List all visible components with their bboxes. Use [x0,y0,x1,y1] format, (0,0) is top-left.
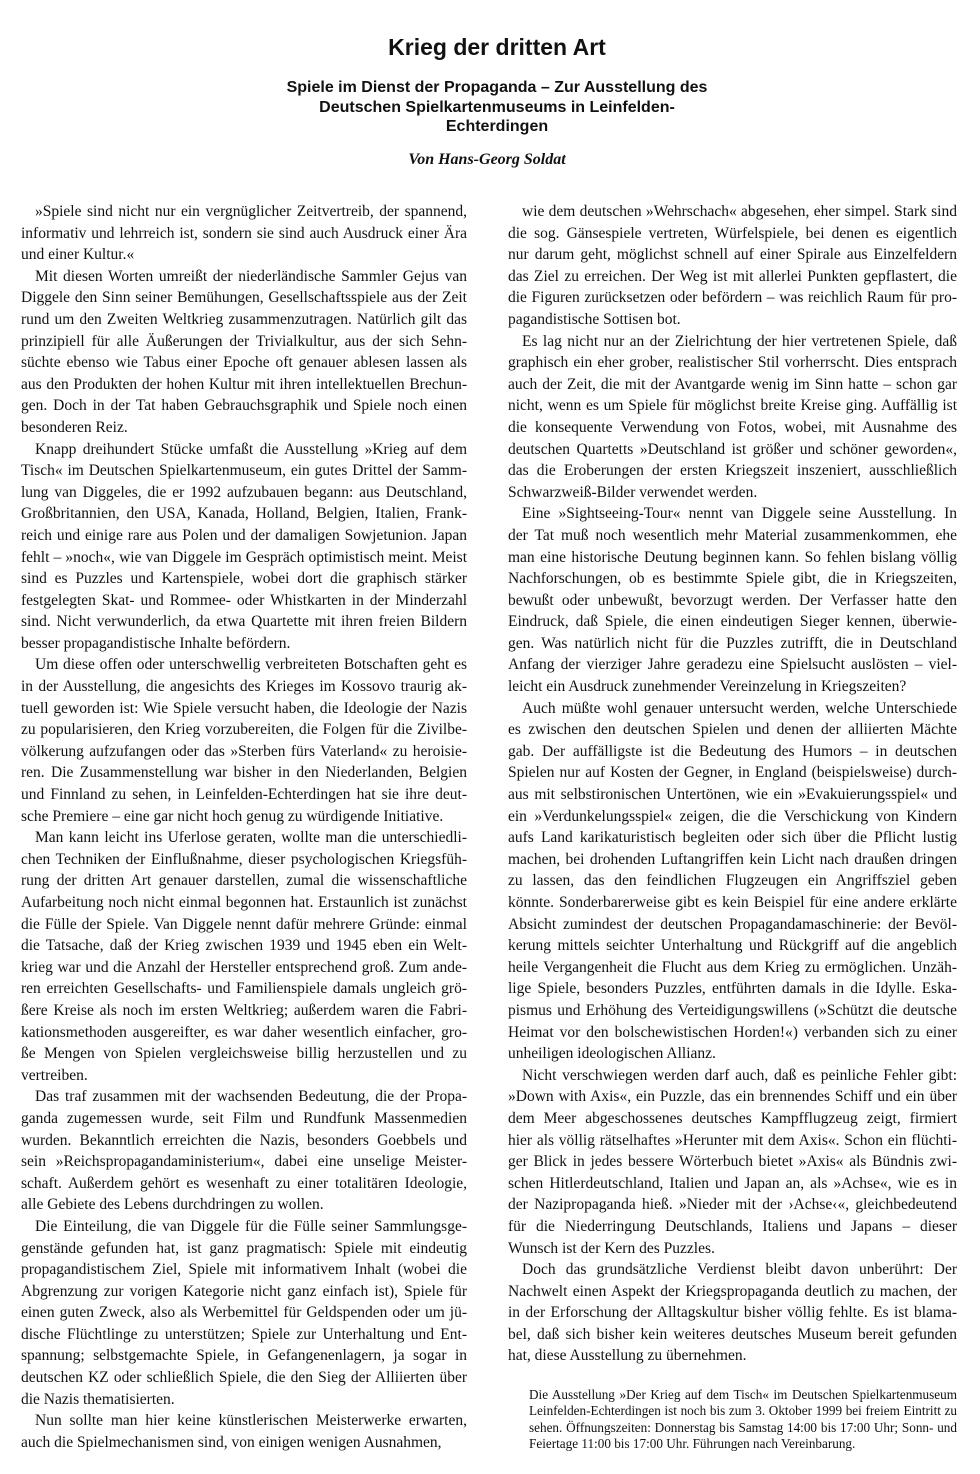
text-line: Um diese offen oder unterschwellig verbreiteten Botschaften geht es [35,656,467,674]
text-line: völkerung aufzufangen oder das »Sterben fürs Vaterland« zu heroisie- [21,742,467,760]
text-line: schaft. Außerdem gehört es wesenhaft zu einer totalitären Ideologie, [21,1174,467,1192]
text-line: unheiligen ideologischen Allianz. [508,1045,716,1063]
article-subtitle [250,78,744,137]
text-line: Nun sollte man hier keine künstlerischen Meisterwerke erwarten, [35,1412,467,1430]
text-line: das Ziel zu erreichen. Der Weg ist mit allerlei Punkten gepflastert, die [508,267,957,285]
text-line: bel, daß sich bisher kein weiteres deutsches Museum bereit gefunden [508,1325,957,1343]
text-line: Es lag nicht nur an der Zielrichtung der hier vertretenen Spiele, daß [522,332,957,350]
text-line: gen. Was natürlich nicht für die Puzzles zutrifft, die in Deutschland [508,634,957,652]
note-line: sehen. Öffnungszeiten: Donnerstag bis Samstag 14:00 bis 17:00 Uhr; Sonn- und [529,1419,957,1435]
article-title: Krieg der dritten Art [388,34,606,60]
text-line: nur darum geht, möglichst schnell auf einer Spirale aus Einzelfeldern [508,246,957,264]
text-line: Auch müßte wohl genauer untersucht werden, welche Unterschiede [522,699,957,717]
text-line: deutschen Quartetts »Deutschland ist größer und schöner geworden«, [508,440,957,458]
text-line: Abgrenzung zur vorigen Kategorie nicht ganz einfach ist), Spiele für [21,1282,467,1300]
text-line: Das traf zusammen mit der wachsenden Bedeutung, die der Propa- [35,1088,467,1106]
text-line: die Tatsache, daß der Krieg zwischen 1939 und 1945 eben ein Welt- [21,937,467,955]
text-line: leicht ein Ausdruck zunehmender Vereinzelung in Kriegszeiten? [508,678,907,696]
text-line: besonderen Reiz. [21,418,128,436]
paragraph [21,266,467,439]
text-line: der Tat muß noch wesentlich mehr Material zusammenkommen, ehe [508,526,957,544]
text-line: aufs Land karikaturistisch begleiten oder sich über die Pflicht lustig [508,829,957,847]
text-line: in der Erforschung der Alltagskultur bisher völlig fehlte. Es ist blama- [508,1304,957,1322]
text-line: könnte. Sonderbarerweise gibt es kein Beispiel für eine andere erklärte [508,894,957,911]
paragraph [508,1065,957,1259]
text-line: dem Meer abgeschossenes deutsches Kampfflugzeug zeigt, firmiert [508,1109,957,1127]
text-line: aus den Produkten der hohen Kultur mit ihren intellektuellen Brechun- [21,375,467,393]
text-line: kationsmethoden ausgereifter, es war daher wesentlich einfacher, gro- [21,1023,467,1041]
text-line: rung der dritten Art genauer darstellen, zumal die wissenschaftliche [21,872,467,890]
paragraph [21,1410,467,1453]
paragraph [21,1216,467,1410]
text-line: Aufarbeitung noch nicht einmal begonnen hat. Erstaunlich ist zunächst [21,894,467,911]
text-line: gen. Doch in der Tat haben Gebrauchsgraphik und Spiele noch einen [21,397,467,415]
text-line: fehlt – »noch«, wie van Diggele im Gespräch optimistisch meint. Meist [21,548,467,566]
text-line: pismus und Erhöhung des Verteidigungswillens (»Schützt die deutsche [508,1001,957,1019]
text-line: heile Vergangenheit die Flucht aus dem Krieg zu ermöglichen. Unzäh- [508,958,957,976]
text-line: Nicht verschwiegen werden darf auch, daß es peinliche Fehler gibt: [522,1066,957,1084]
note-line: Feiertage 11:00 bis 17:00 Uhr. Führungen nach Vereinbarung. [529,1435,856,1451]
text-line: Die Einteilung, die van Diggele für die Fülle seiner Sammlungsge- [35,1217,467,1235]
text-line: bewußt oder unbewußt, bevorzugt werden. Der Verfasser hatte den [508,591,957,609]
text-line: machen, bei drohenden Luftangriffen kein Licht nach draußen dringen [508,850,957,868]
text-line: Man kann leicht ins Uferlose geraten, wollte man die unterschiedli- [35,829,467,847]
text-line: auch der Zeit, die mit der Avantgarde wenig im Sinn hatte – schon gar [508,375,957,393]
text-line: Knapp dreihundert Stücke umfaßt die Ausstellung »Krieg auf dem [35,440,467,458]
paragraph [508,698,957,1065]
text-line: »Spiele sind nicht nur ein vergnüglicher Zeitvertreib, der spannend, [35,203,467,220]
text-line: die Fülle der Spiele. Van Diggele nennt dafür mehrere Gründe: einmal [21,915,467,933]
text-line: Spielen nur auf Kosten der Gegner, in England (beispielsweise) durch- [508,764,957,782]
text-line: tuell geworden ist: Wie Spiele versucht haben, die Ideologie der Nazis [21,699,467,717]
text-line: Eine »Sightseeing-Tour« nennt van Diggele seine Ausstellung. In [522,505,957,523]
text-line: und einer Kultur.« [21,246,135,264]
text-line: sche Premiere – eine gar nicht hoch genug zu würdigende Initiative. [21,807,444,825]
text-line: informativ und lehrreich ist, sondern sie sind auch Ausdruck einer Ära [21,224,467,242]
text-line: das die Eroberungen der ersten Kriegszeit inszeniert, ausschließlich [508,462,957,480]
text-line: krieg war und die Anzahl der Hersteller entsprechend groß. Zum ande- [21,958,467,976]
text-line: Heimat vor den bolschewistischen Horden!«) verbanden sich zu einer [508,1023,957,1041]
paragraph [21,439,467,655]
text-line: wie dem deutschen »Wehrschach« abgesehen, eher simpel. Stark sind [522,203,957,220]
text-line: und Finnland zu sehen, in Leinfelden-Echterdingen hat sie ihre deut- [21,786,467,804]
left-column [21,201,467,1453]
text-line: schen Hitlerdeutschland, Italien und Japan an, als »Achse«, wie es in [508,1174,957,1192]
text-line: Anfang der vierziger Jahre geradezu eine Spielsucht auslösten – viel- [508,656,957,674]
text-line: ßere Kreise als noch im ersten Weltkrieg; außerdem waren die Fabri- [21,1001,467,1019]
text-line: auch die Spielmechanismen sind, von einigen wenigen Ausnahmen, [21,1433,442,1451]
text-line: hier als völlig rätselhaftes »Herunter mit dem Axis«. Schon ein flüchti- [508,1131,957,1149]
paragraph [508,503,957,697]
text-line: für die Niederringung Deutschlands, Italiens und Japans – dieser [508,1217,957,1235]
text-line: Diggele den Sinn seiner Bemühungen, Gesellschaftsspiele aus der Zeit [21,289,467,307]
text-line: vertreiben. [21,1066,88,1084]
text-line: zu popularisieren, den Krieg vorzubereiten, die Folgen für die Zivilbe- [21,721,467,739]
text-line: ein »Verdunkelungsspiel« zeigen, die die Verschickung von Kindern [508,807,957,825]
text-line: die konsequente Verwendung von Fotos, wobei, mit Ausnahme des [508,418,957,436]
text-line: »Down with Axis«, ein Puzzle, das ein brennendes Schiff und ein über [508,1088,957,1106]
text-line: reich und einige rare aus Polen und der damaligen Sowjetunion. Japan [21,526,467,544]
text-line: die Figuren zurücksetzen oder befördern – was reichlich Raum für pro- [508,289,957,307]
text-line: die Nazis thematisierten. [21,1390,175,1408]
text-line: in der Ausstellung, die angesichts des Krieges im Kossovo traurig ak- [21,678,467,696]
paragraph [21,1086,467,1216]
text-line: ganda zugemessen wurde, seit Film und Rundfunk Massenmedien [21,1109,467,1127]
text-line: prinzipiell für alle Äußerungen der Trivialkultur, aus der sich Sehn- [21,332,467,350]
text-line: propagandistischem Ziel, Spiele mit informativem Inhalt (wobei die [21,1261,467,1279]
text-line: aus mit selbstironischen Untertönen, wie ein »Evakuierungsspiel« und [508,786,957,804]
text-line: festgelegten Skat- und Rommee- oder Whistkarten in der Minderzahl [21,591,467,609]
text-line: Mit diesen Worten umreißt der niederländische Sammler Gejus van [35,267,467,285]
paragraph [21,827,467,1086]
text-line: sind es Puzzles und Kartenspiele, wobei dort die graphisch stärker [21,570,467,588]
text-line: deutschen KZ oder schließlich Spiele, die den Sieg der Alliierten über [21,1369,467,1387]
text-line: ren. Die Zusammenstellung war bisher in den Niederlanden, Belgien [21,764,467,782]
author-byline: Von Hans-Georg Soldat [408,151,566,168]
note-line: Leinfelden-Echterdingen ist noch bis zum 3. Oktober 1999 bei freiem Eintritt zu [529,1403,957,1419]
text-line: einen guten Zweck, also als Werbemittel für Geldspenden oder um jü- [21,1304,467,1322]
text-line: Wunsch ist der Kern des Puzzles. [508,1239,715,1257]
text-line: Doch das grundsätzliche Verdienst bleibt davon unberührt: Der [522,1261,957,1279]
exhibition-info-note [529,1387,957,1452]
text-line: nicht, wenn es um Spiele für möglichst breite Kreise ging. Auffällig ist [508,397,957,415]
paragraph [21,201,467,266]
text-line: kerung mittels seichter Unterhaltung und Rückgriff auf die angeblich [508,937,957,955]
text-line: rund um den Zweiten Weltkrieg zusammenzutragen. Natürlich gilt das [21,310,467,328]
text-line: süchte ebenso wie Tabus einer Epoche oft genauer ablesen lassen als [21,354,467,372]
right-column [508,201,957,1367]
text-line: Großbritannien, den USA, Kanada, Holland, Belgien, Italien, Frank- [21,505,467,523]
subtitle-line: Deutschen Spielkartenmuseums in Leinfelden- [319,98,675,116]
text-line: lige Spiele, besonders Puzzles, entführten damals in die Idylle. Eska- [508,980,957,998]
text-line: genstände gefunden hat, ist ganz pragmatisch: Spiele mit eindeutig [21,1239,467,1257]
text-line: Tisch« im Deutschen Spielkartenmuseum, ein gutes Drittel der Samm- [21,462,467,480]
text-line: dische Flüchtlinge zu unterstützen; Spiele zur Unterhaltung und Ent- [21,1325,467,1343]
paragraph [508,331,957,504]
text-line: graphisch ein eher grober, realistischer Stil vorherrscht. Dies entsprach [508,354,957,372]
text-line: Nachwelt einen Aspekt der Kriegspropaganda deutlich zu machen, der [508,1282,957,1300]
text-line: die sog. Gänsespiele vertreten, Würfelspiele, bei denen es eigentlich [508,224,957,242]
text-line: wurden. Bekanntlich erreichten die Nazis, besonders Goebbels und [21,1131,467,1149]
text-line: es zwischen den deutschen Spielen und denen der alliierten Mächte [508,721,957,739]
text-line: man eine historische Deutung beginnen kann. So fehlen bislang völlig [508,548,957,566]
text-line: Absicht zumindest der deutschen Propagandamaschinerie: der Bevöl- [508,915,957,933]
text-line: der Nazipropaganda hieß. »Nieder mit der ›Achse‹«, gleichbedeutend [508,1196,957,1214]
text-line: ren erreichten Gesellschafts- und Familienspiele damals ungleich grö- [21,980,467,998]
text-line: Nachforschungen, ob es bestimmte Spiele gibt, die in Kriegszeiten, [508,570,957,588]
text-line: ger Blick in jedes bessere Wörterbuch bietet »Axis« als Bündnis zwi- [508,1153,957,1171]
paragraph [508,201,957,331]
text-line: chen Techniken der Einflußnahme, dieser psychologischen Kriegsfüh- [21,850,467,868]
text-line: Eindruck, daß Spiele, die einen eindeutigen Sieger kennen, überwie- [508,613,957,631]
text-line: Schwarzweiß-Bilder verwendet werden. [508,483,758,501]
text-line: pagandistische Sottisen bot. [508,310,681,328]
text-line: besser propagandistische Inhalte befördern. [21,634,291,652]
note-line: Die Ausstellung »Der Krieg auf dem Tisch« im Deutschen Spielkartenmuseum [529,1387,957,1402]
text-line: hat, diese Ausstellung zu übernehmen. [508,1347,747,1365]
text-line: gab. Der auffälligste ist die Bedeutung des Humors – in deutschen [508,742,957,760]
text-line: spannung; selbstgemachte Spiele, in Gefangenenlagern, ja sogar in [21,1347,467,1365]
text-line: lung van Diggeles, die er 1992 aufzubauen begann: aus Deutschland, [21,483,467,501]
text-line: sein »Reichspropagandaministerium«, dabei eine unselige Meister- [21,1153,467,1171]
subtitle-line: Echterdingen [445,118,549,135]
paragraph [21,654,467,827]
subtitle-line: Spiele im Dienst der Propaganda – Zur Ausstellung des [286,79,708,96]
paragraph [508,1259,957,1367]
text-line: alle Gebiete des Lebens durchdringen zu wollen. [21,1196,324,1214]
text-line: zu lassen, das den feindlichen Flugzeugen ein Angriffsziel geben [508,872,957,890]
text-line: sind. Nicht verwunderlich, da etwa Quartette mit ihren freien Bildern [21,613,467,631]
text-line: ße Mengen von Spielen vergleichsweise billig herzustellen und zu [21,1045,467,1063]
